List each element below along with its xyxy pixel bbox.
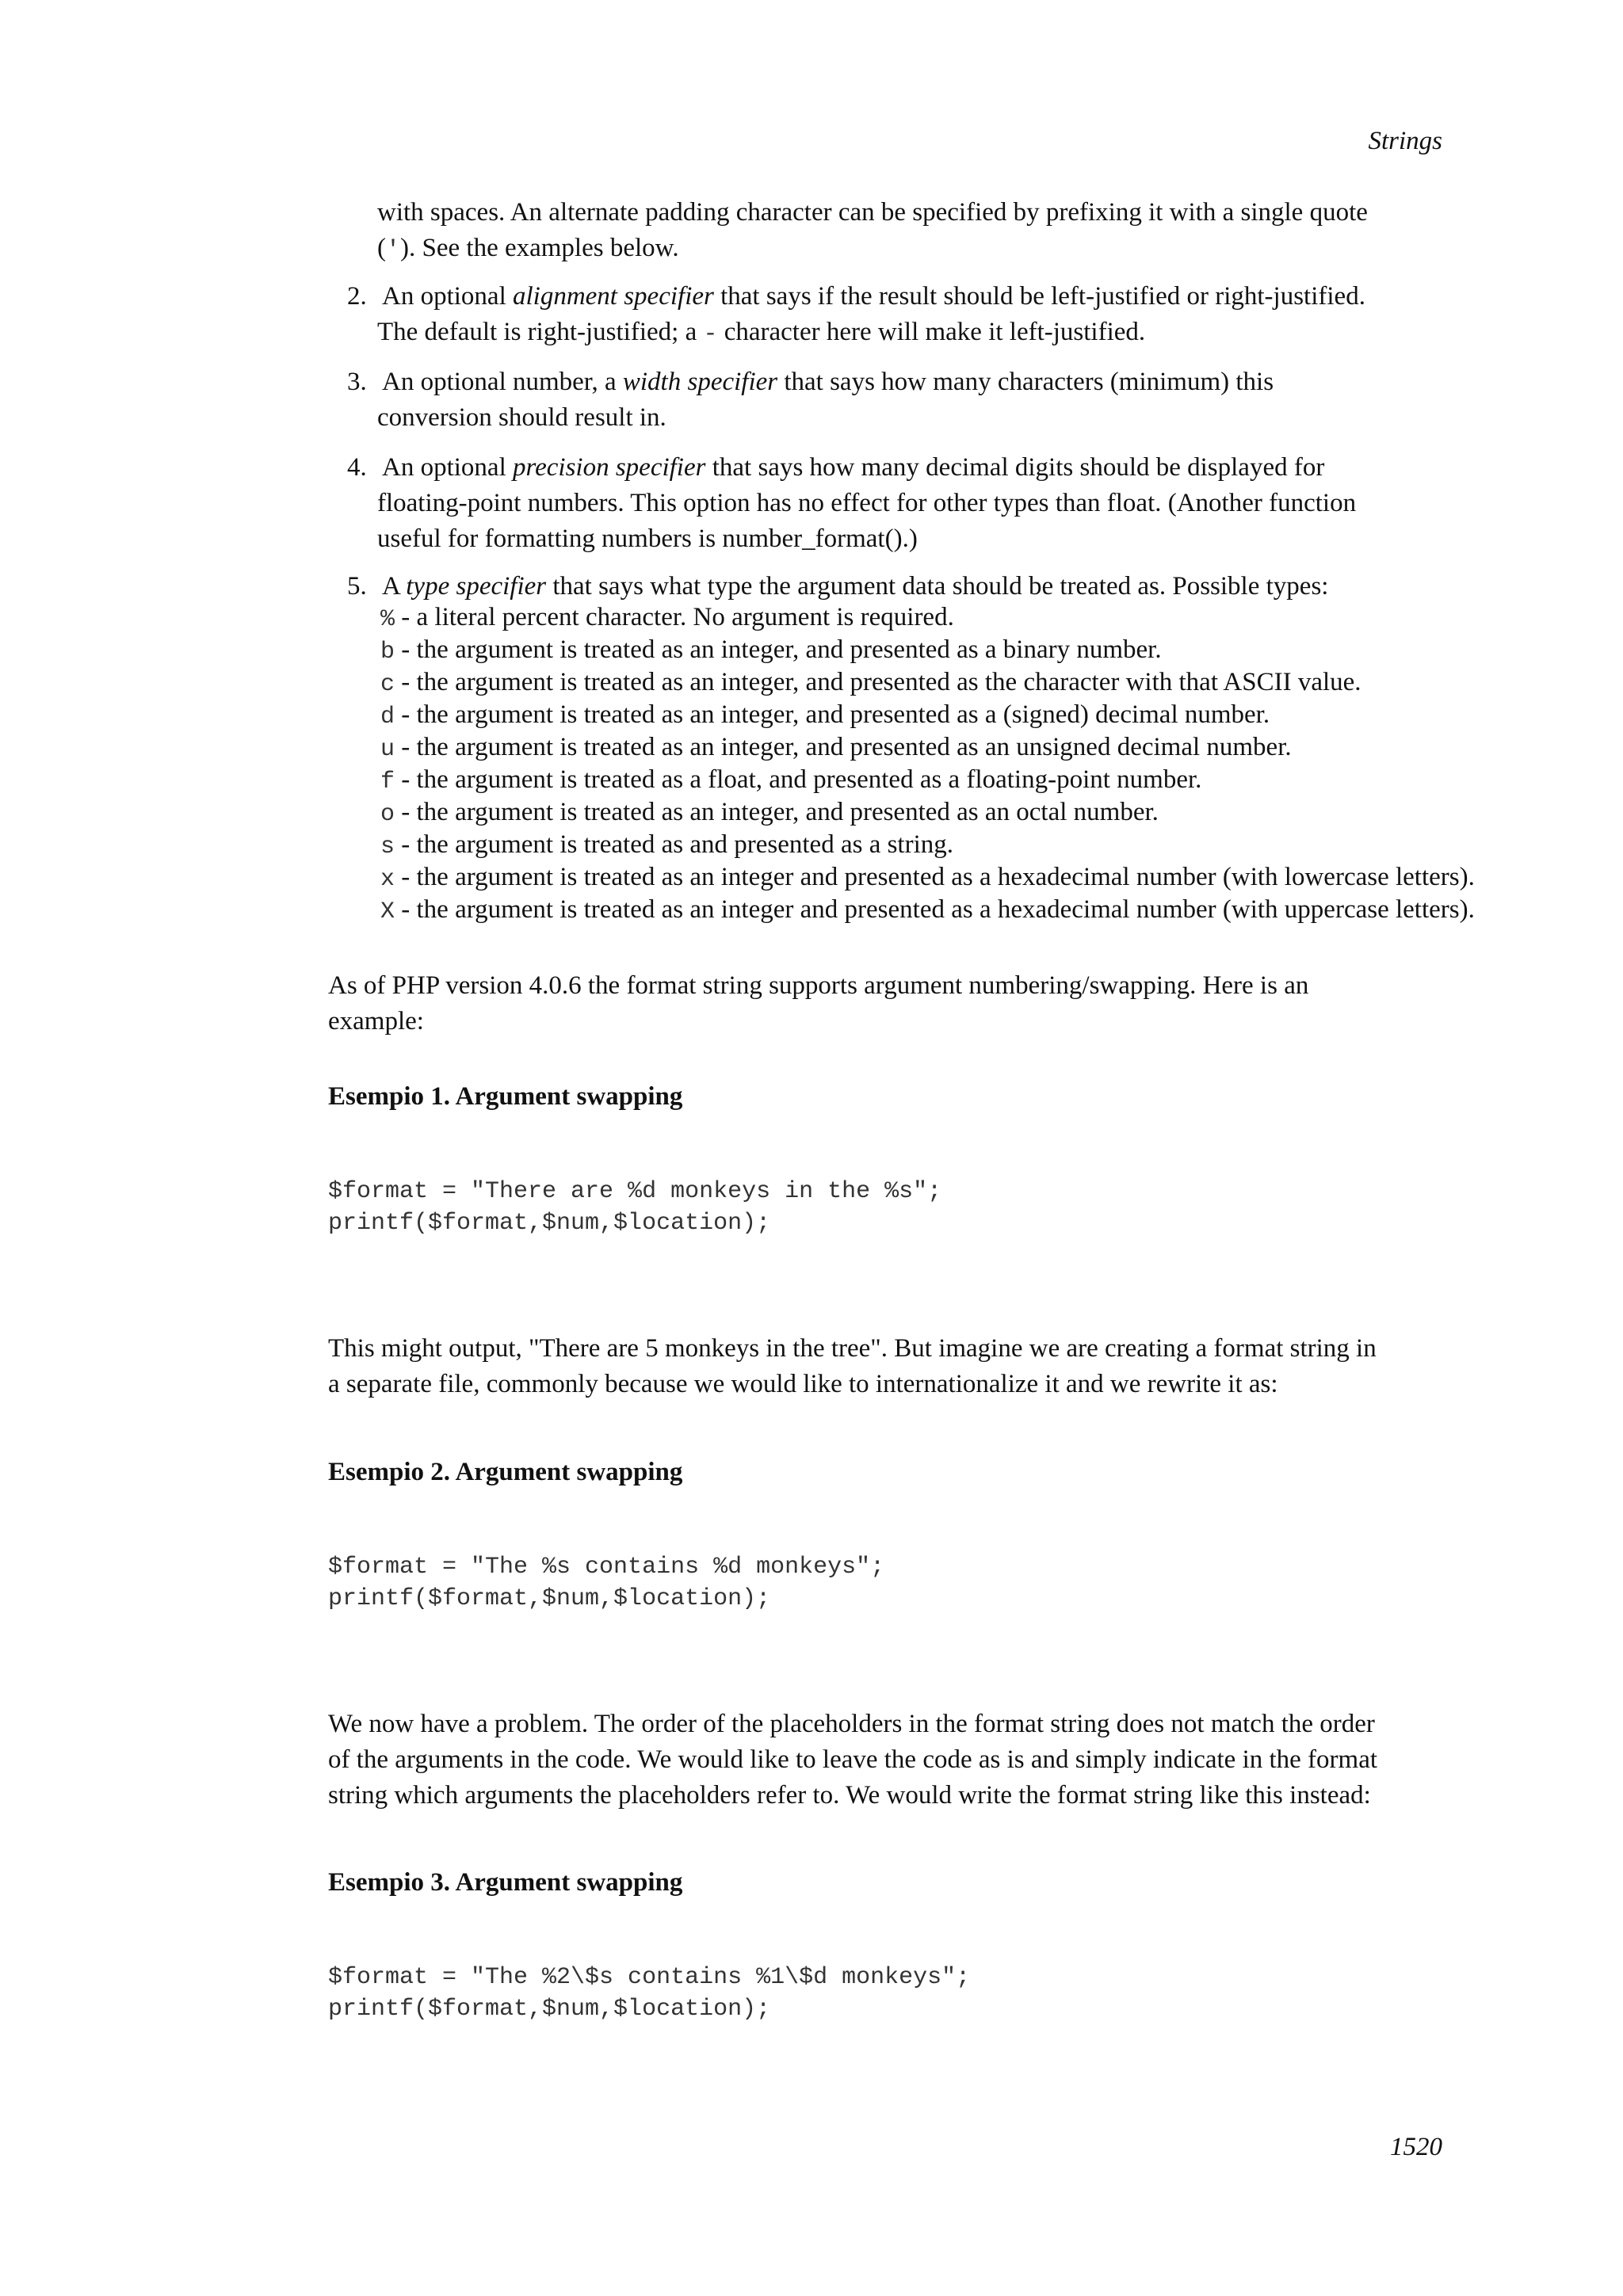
type-line <box>380 765 1475 797</box>
list-item-2 <box>347 279 1365 353</box>
open-paren: ( <box>377 234 386 262</box>
paragraph-output <box>328 1331 1377 1402</box>
code-line: printf($format,$num,$location); <box>328 1585 771 1612</box>
paragraph-swapping <box>328 968 1308 1039</box>
item1-line2-rest: ). See the examples below. <box>400 234 679 262</box>
term-alignment-specifier: alignment specifier <box>512 282 714 311</box>
code-line: printf($format,$num,$location); <box>328 1210 771 1237</box>
type-code: c <box>380 671 395 698</box>
type-line <box>380 667 1475 700</box>
list-item-1-continuation <box>377 195 1368 269</box>
type-code: b <box>380 639 395 666</box>
type-desc: - the argument is treated as an integer, and presented as a binary number. <box>395 635 1162 664</box>
item-text: An optional number, a <box>382 368 623 396</box>
type-line <box>380 732 1475 765</box>
type-desc: - the argument is treated as an integer, and presented as an unsigned decimal number. <box>395 733 1292 761</box>
item-text: An optional <box>382 282 513 311</box>
paragraph-line: example: <box>328 1007 424 1035</box>
type-line <box>380 602 1475 635</box>
item-text: The default is right-justified; a <box>377 318 704 346</box>
item-text: that says if the result should be left-justified or right-justified. <box>713 282 1365 311</box>
item1-line2 <box>377 231 1368 269</box>
item-text: that says what type the argument data should be treated as. Possible types: <box>546 572 1329 601</box>
example-3-code <box>328 1962 970 2025</box>
type-line <box>380 635 1475 667</box>
type-line <box>380 830 1475 862</box>
paragraph-line: We now have a problem. The order of the placeholders in the format string does not match the order <box>328 1710 1375 1738</box>
list-number: 5. <box>347 572 367 601</box>
example-1-code <box>328 1176 941 1239</box>
type-code: d <box>380 704 395 730</box>
type-code: s <box>380 833 395 860</box>
example-2-code <box>328 1551 884 1615</box>
type-specifier-list <box>380 602 1475 927</box>
running-header: Strings <box>1368 127 1442 155</box>
code-line: $format = "There are %d monkeys in the %s"; <box>328 1178 942 1205</box>
paragraph-line: As of PHP version 4.0.6 the format string supports argument numbering/swapping. Here is an <box>328 971 1309 1000</box>
single-quote-char: ' <box>386 237 401 264</box>
paragraph-line: string which arguments the placeholders refer to. We would write the format string like this instead: <box>328 1781 1371 1810</box>
type-desc: - the argument is treated as an integer and presented as a hexadecimal number (with lowercase letters). <box>395 863 1475 891</box>
item-text: An optional <box>382 453 513 482</box>
item-text: character here will make it left-justified. <box>717 318 1146 346</box>
item-text: conversion should result in. <box>377 403 666 432</box>
type-code: u <box>380 736 395 763</box>
type-code: % <box>380 606 395 633</box>
type-line <box>380 797 1475 830</box>
item-text: floating-point numbers. This option has no effect for other types than float. (Another function <box>377 489 1357 517</box>
code-line: $format = "The %s contains %d monkeys"; <box>328 1554 885 1581</box>
example-1-title: Esempio 1. Argument swapping <box>328 1082 683 1111</box>
type-desc: - the argument is treated as and presented as a string. <box>395 830 954 859</box>
list-item-5 <box>347 569 1328 605</box>
paragraph-line: of the arguments in the code. We would like to leave the code as is and simply indicate in the format <box>328 1745 1378 1774</box>
type-desc: - the argument is treated as an integer, and presented as the character with that ASCII value. <box>395 668 1361 696</box>
type-desc: - a literal percent character. No argument is required. <box>395 603 954 631</box>
type-code: o <box>380 801 395 828</box>
type-code: X <box>380 898 395 925</box>
type-code: f <box>380 769 395 795</box>
term-width-specifier: width specifier <box>622 368 778 396</box>
dash-char: - <box>703 321 718 348</box>
type-desc: - the argument is treated as an integer, and presented as an octal number. <box>395 798 1159 826</box>
example-3-title: Esempio 3. Argument swapping <box>328 1868 683 1897</box>
paragraph-line: a separate file, commonly because we would like to internationalize it and we rewrite it as: <box>328 1370 1278 1398</box>
term-type-specifier: type specifier <box>406 572 547 601</box>
type-desc: - the argument is treated as an integer and presented as a hexadecimal number (with uppercase letters). <box>395 895 1475 924</box>
paragraph-problem <box>328 1707 1377 1814</box>
list-item-3 <box>347 364 1274 436</box>
item-text: that says how many decimal digits should be displayed for <box>705 453 1325 482</box>
item-text: A <box>382 572 407 601</box>
list-item-4 <box>347 450 1356 557</box>
code-line: printf($format,$num,$location); <box>328 1996 771 2023</box>
list-number: 4. <box>347 453 367 482</box>
example-2-title: Esempio 2. Argument swapping <box>328 1458 683 1486</box>
code-line: $format = "The %2\$s contains %1\$d monkeys"; <box>328 1964 971 1991</box>
type-desc: - the argument is treated as an integer, and presented as a (signed) decimal number. <box>395 700 1270 729</box>
type-line <box>380 700 1475 732</box>
list-number: 3. <box>347 368 367 396</box>
term-precision-specifier: precision specifier <box>512 453 706 482</box>
item-text: useful for formatting numbers is number_format().) <box>377 524 918 553</box>
list-number: 2. <box>347 282 367 311</box>
item-text: that says how many characters (minimum) this <box>777 368 1274 396</box>
type-desc: - the argument is treated as a float, and presented as a floating-point number. <box>395 765 1202 794</box>
type-code: x <box>380 866 395 893</box>
item1-line1: with spaces. An alternate padding character can be specified by prefixing it with a single quote <box>377 198 1368 227</box>
paragraph-line: This might output, "There are 5 monkeys in the tree". But imagine we are creating a format string in <box>328 1334 1377 1363</box>
type-line <box>380 894 1475 927</box>
type-line <box>380 862 1475 894</box>
page-number: 1520 <box>1390 2133 1442 2161</box>
